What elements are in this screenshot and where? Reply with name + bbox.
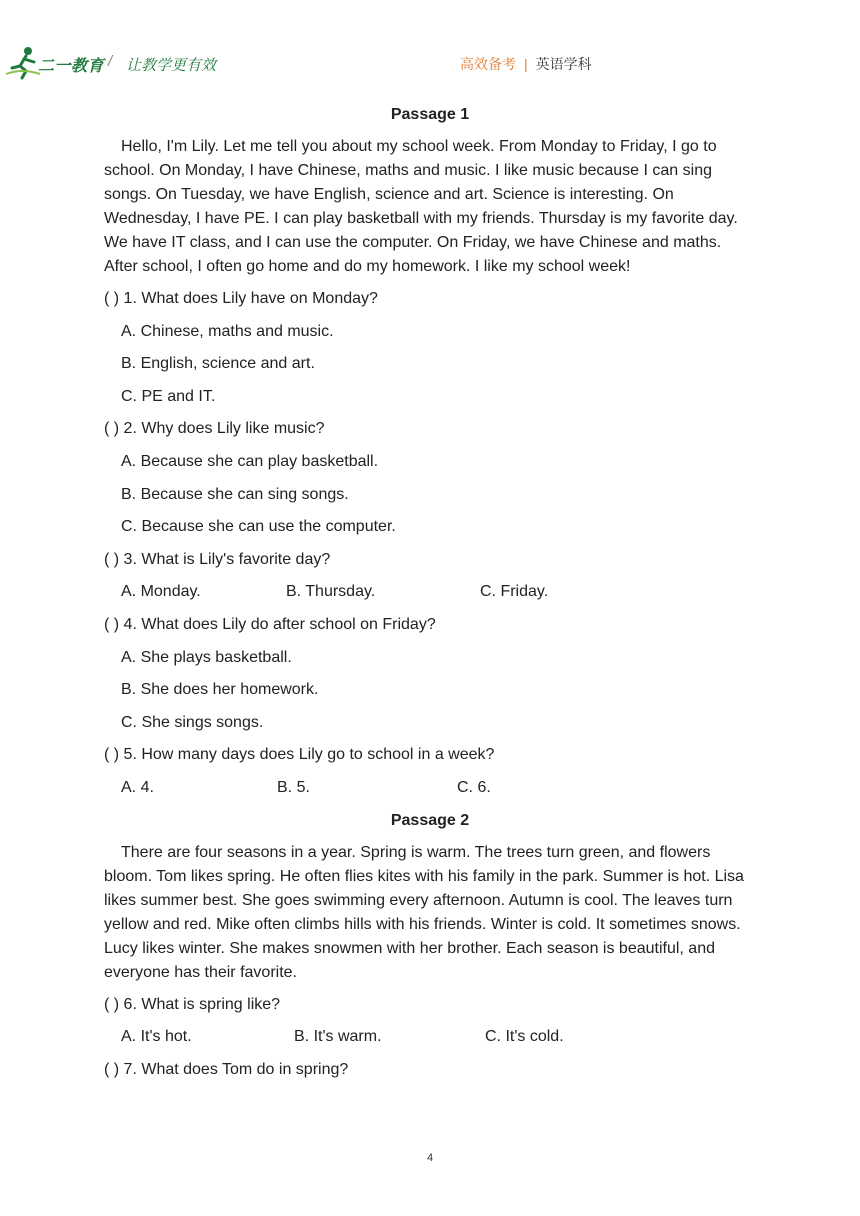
passage1-text: Hello, I'm Lily. Let me tell you about my school week. From Monday to Friday, I go to school. On Monday, I have Chinese, maths and music. I like music because I can sing songs. On Tuesday, we have English, science and art. Science is interesting. On Wednesday, I have PE. I can play basketball with my friends. Thursday is my favorite day. We have IT class, and I can use the computer. On Friday, we have Chinese and maths. After school, I often go home and do my homework. I like my school week! <box>104 138 738 275</box>
question-2: ( ) 2. Why does Lily like music? <box>104 420 325 438</box>
q6-options <box>104 1025 756 1049</box>
header-exam-label: 高效备考 <box>460 56 516 72</box>
q1-option-c: C. PE and IT. <box>121 387 216 405</box>
q3-options <box>104 580 756 604</box>
brand-slogan: 让教学更有效 <box>126 57 217 74</box>
q3-option-b: B. Thursday. <box>286 583 376 601</box>
worksheet-content <box>104 103 756 1090</box>
brand-name: 二一教育 <box>38 58 105 75</box>
q5-option-c: C. 6. <box>457 778 491 796</box>
q6-option-c: C. It's cold. <box>485 1028 564 1046</box>
q1-option-a: A. Chinese, maths and music. <box>121 322 334 340</box>
header-right <box>460 54 592 74</box>
page-number: 4 <box>426 1152 434 1164</box>
question-6: ( ) 6. What is spring like? <box>104 995 281 1013</box>
passage2-text: There are four seasons in a year. Spring is warm. The trees turn green, and flowers bloom. Tom likes spring. He often flies kites with his family in the park. Summer is hot. Lisa likes summer best. She goes swimming every afternoon. Autumn is cool. The leaves turn yellow and red. Mike often climbs hills with his friends. Winter is cold. It sometimes snows. Lucy likes winter. She makes snowmen with her brother. Each season is beautiful, and everyone has their favorite. <box>104 843 744 981</box>
q5-option-b: B. 5. <box>277 778 310 796</box>
header-subject: 英语学科 <box>535 56 592 72</box>
q2-option-c: C. Because she can use the computer. <box>121 518 396 536</box>
q6-option-b: B. It's warm. <box>294 1028 382 1046</box>
question-3: ( ) 3. What is Lily's favorite day? <box>104 550 331 568</box>
header-separator: | <box>524 56 528 72</box>
q5-options <box>104 776 756 800</box>
q3-option-a: A. Monday. <box>121 583 201 601</box>
q6-option-a: A. It's hot. <box>121 1028 192 1046</box>
question-4: ( ) 4. What does Lily do after school on Friday? <box>104 615 436 633</box>
question-7: ( ) 7. What does Tom do in spring? <box>104 1060 349 1078</box>
q4-option-b: B. She does her homework. <box>121 681 319 699</box>
header-slash: / <box>108 53 113 70</box>
q4-option-a: A. She plays basketball. <box>121 648 292 666</box>
q5-option-a: A. 4. <box>121 778 154 796</box>
question-5: ( ) 5. How many days does Lily go to school in a week? <box>104 746 495 764</box>
passage1-title: Passage 1 <box>390 106 470 123</box>
q2-option-a: A. Because she can play basketball. <box>121 452 379 470</box>
q1-option-b: B. English, science and art. <box>121 355 315 373</box>
q4-option-c: C. She sings songs. <box>121 713 264 731</box>
question-1: ( ) 1. What does Lily have on Monday? <box>104 290 378 307</box>
q3-option-c: C. Friday. <box>480 583 549 601</box>
passage2-title: Passage 2 <box>390 811 470 829</box>
q2-option-b: B. Because she can sing songs. <box>121 485 349 503</box>
